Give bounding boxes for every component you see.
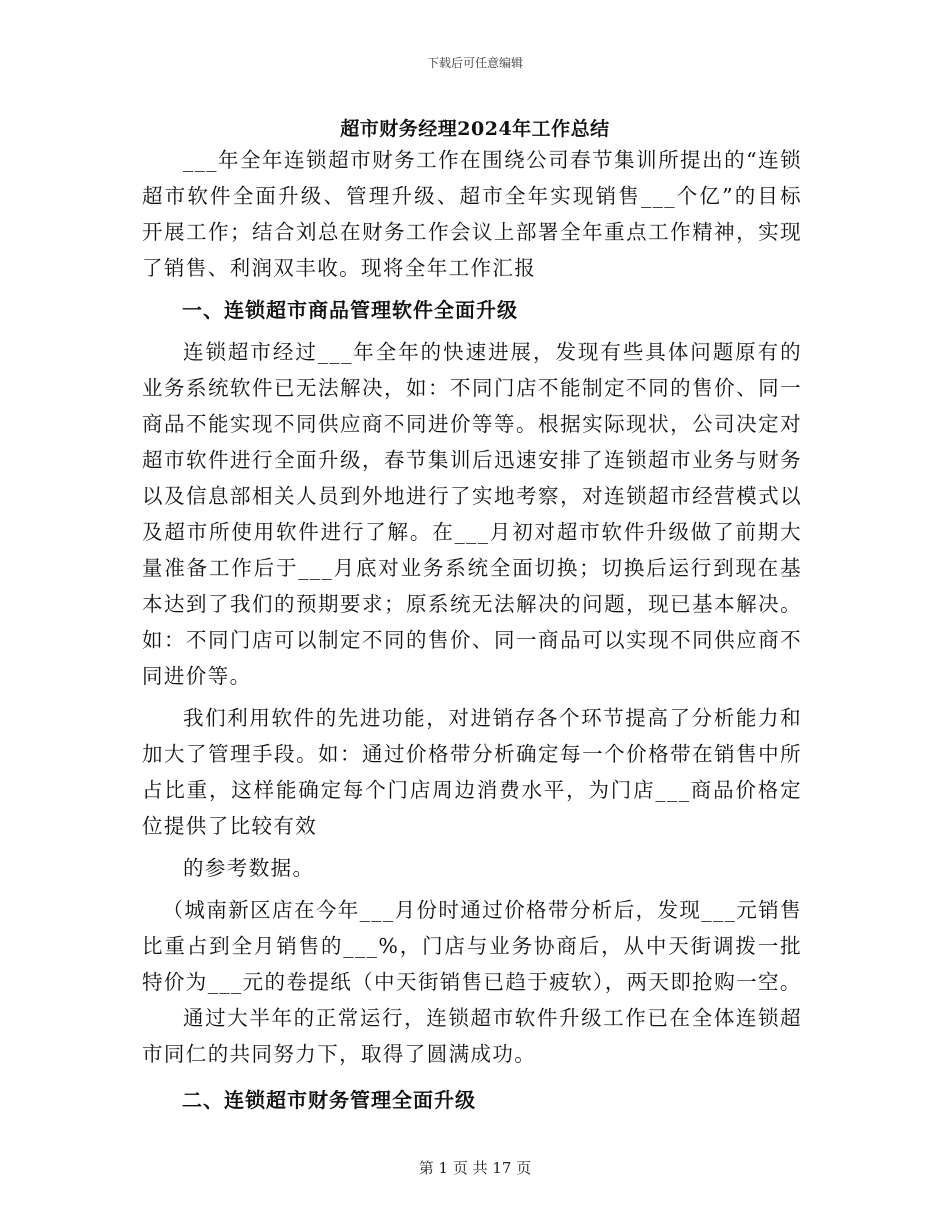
paragraph-analysis: 我们利用软件的先进功能，对进销存各个环节提高了分析能力和加大了管理手段。如：通过价格带分析确定每一个价格带在销售中所占比重，这样能确定每个门店周边消费水平，为门店___商品价格定位提供了比较有效	[142, 706, 802, 838]
paragraph-intro: ___年全年连锁超市财务工作在围绕公司春节集训所提出的“连锁超市软件全面升级、管理升级、超市全年实现销售___个亿”的目标开展工作；结合刘总在财务工作会议上部署全年重点工作精神，实现了销售、利润双丰收。现将全年工作汇报	[142, 148, 802, 280]
paragraph-software-upgrade: 连锁超市经过___年全年的快速进展，发现有些具体问题原有的业务系统软件已无法解决，如：不同门店不能制定不同的售价、同一商品不能实现不同供应商不同进价等等。根据实际现状，公司决定对超市软件进行全面升级，春节集训后迅速安排了连锁超市业务与财务以及信息部相关人员到外地进行了实地考察，对连锁超市经营模式以及超市所使用软件进行了解。在___月初对超市软件升级做了前期大量准备工作后于___月底对业务系统全面切换；切换后运行到现在基本达到了我们的预期要求；原系统无法解决的问题，现已基本解决。如：不同门店可以制定不同的售价、同一商品可以实现不同供应商不同进价等。	[142, 340, 802, 688]
paragraph-conclusion: 通过大半年的正常运行，连锁超市软件升级工作已在全体连锁超市同仁的共同努力下，取得了圆满成功。	[142, 1006, 802, 1066]
document-body	[142, 142, 802, 1118]
document-title: 超市财务经理2024年工作总结	[340, 118, 610, 140]
section-heading-2: 二、连锁超市财务管理全面升级	[182, 1088, 476, 1112]
paragraph-reference-data: 的参考数据。	[183, 856, 315, 880]
paragraph-example: （城南新区店在今年___月份时通过价格带分析后，发现___元销售比重占到全月销售的___%，门店与业务协商后，从中天街调拨一批特价为___元的卷提纸（中天街销售已趋于疲软），两天即抢购一空。	[142, 898, 802, 994]
section-heading-1: 一、连锁超市商品管理软件全面升级	[182, 298, 518, 322]
header-note: 下载后可任意编辑	[426, 56, 523, 70]
page-footer: 第 1 页 共 17 页	[418, 1159, 532, 1177]
